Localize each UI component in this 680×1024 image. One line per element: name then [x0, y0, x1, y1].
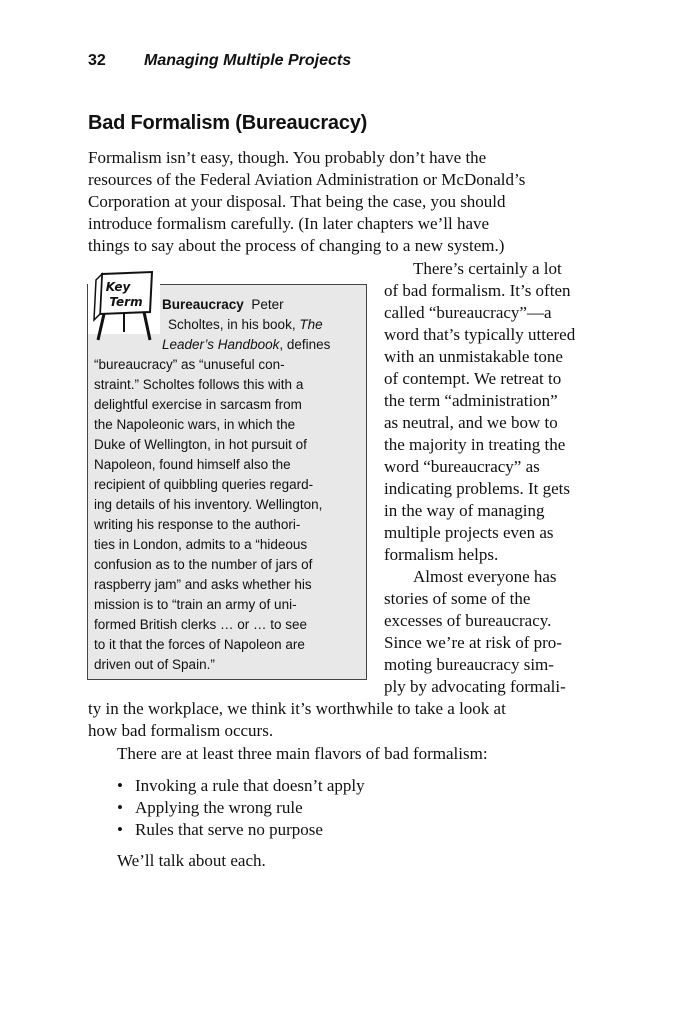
sidebar-line: ties in London, admits to a “hideous — [94, 537, 308, 552]
sidebar-line: delightful exercise in sarcasm from — [94, 397, 302, 412]
page-number: 32 — [88, 52, 106, 69]
sidebar-line: straint.” Scholtes follows this with a — [94, 377, 304, 392]
column-line: ply by advocating formali- — [384, 677, 566, 696]
column-line: in the way of managing — [384, 501, 545, 520]
column-line: There’s certainly a lot — [413, 259, 562, 278]
book-title: The — [299, 317, 323, 332]
body-line: There are at least three main flavors of bad formalism: — [117, 744, 488, 763]
sidebar-line: writing his response to the authori- — [94, 517, 301, 532]
sidebar-line: confusion as to the number of jars of — [94, 557, 313, 572]
sidebar-term: Bureaucracy — [162, 297, 244, 312]
column-line: stories of some of the — [384, 589, 531, 608]
sidebar-line: formed British clerks … or … to see — [94, 617, 308, 632]
body-line: how bad formalism occurs. — [88, 721, 274, 740]
list-item: • Invoking a rule that doesn’t apply — [117, 776, 365, 795]
sidebar-text: Peter — [251, 297, 284, 312]
column-line: excesses of bureaucracy. — [384, 611, 552, 630]
sidebar-line: the Napoleonic wars, in which the — [94, 417, 296, 432]
sidebar-line: raspberry jam” and asks whether his — [94, 577, 312, 592]
column-line: with an unmistakable tone — [384, 347, 563, 366]
intro-line: resources of the Federal Aviation Administration or McDonald’s — [88, 170, 526, 189]
column-line: word “bureaucracy” as — [384, 457, 540, 476]
sidebar-line: “bureaucracy” as “unuseful con- — [94, 357, 285, 372]
sidebar-line: recipient of quibbling queries regard- — [94, 477, 314, 492]
key-term-easel-icon — [88, 270, 160, 348]
list-item: • Applying the wrong rule — [117, 798, 303, 817]
intro-line: introduce formalism carefully. (In later chapters we’ll have — [88, 214, 490, 233]
column-line: multiple projects even as — [384, 523, 554, 542]
sidebar-text: Scholtes, in his book, — [168, 317, 296, 332]
sidebar-line-2 — [168, 315, 323, 335]
column-line: moting bureaucracy sim- — [384, 655, 554, 674]
sidebar-text: , defines — [279, 337, 331, 352]
list-item-text: Invoking a rule that doesn’t apply — [135, 776, 365, 795]
intro-line: things to say about the process of changing to a new system.) — [88, 236, 505, 255]
column-line: as neutral, and we bow to — [384, 413, 558, 432]
intro-line: Formalism isn’t easy, though. You probably don’t have the — [88, 148, 487, 167]
running-title: Managing Multiple Projects — [144, 52, 352, 69]
intro-line: Corporation at your disposal. That being the case, you should — [88, 192, 506, 211]
book-title: Leader’s Handbook — [162, 337, 280, 352]
section-heading: Bad Formalism (Bureaucracy) — [88, 112, 368, 134]
list-item: • Rules that serve no purpose — [117, 820, 323, 839]
column-line: formalism helps. — [384, 545, 499, 564]
column-line: the majority in treating the — [384, 435, 566, 454]
icon-label-key: Key — [105, 280, 131, 294]
list-item-text: Rules that serve no purpose — [135, 820, 323, 839]
column-line: the term “administration” — [384, 391, 558, 410]
closing-line: We’ll talk about each. — [117, 851, 266, 870]
column-line: indicating problems. It gets — [384, 479, 571, 498]
sidebar-line: ing details of his inventory. Wellington, — [94, 497, 323, 512]
icon-label-term: Term — [109, 295, 143, 309]
sidebar-line: Duke of Wellington, in hot pursuit of — [94, 437, 307, 452]
column-line: of bad formalism. It’s often — [384, 281, 571, 300]
sidebar-line-3 — [162, 335, 330, 355]
column-line: Since we’re at risk of pro- — [384, 633, 562, 652]
body-line: ty in the workplace, we think it’s worthwhile to take a look at — [88, 699, 506, 718]
column-line: called “bureaucracy”—a — [384, 303, 552, 322]
sidebar-line: driven out of Spain.” — [94, 657, 215, 672]
sidebar-line-1 — [162, 295, 284, 315]
sidebar-line: mission is to “train an army of uni- — [94, 597, 297, 612]
column-line: of contempt. We retreat to — [384, 369, 562, 388]
sidebar-line: to it that the forces of Napoleon are — [94, 637, 305, 652]
sidebar-line: Napoleon, found himself also the — [94, 457, 291, 472]
page-header — [88, 52, 351, 70]
column-line: word that’s typically uttered — [384, 325, 576, 344]
list-item-text: Applying the wrong rule — [135, 798, 303, 817]
column-line: Almost everyone has — [413, 567, 557, 586]
